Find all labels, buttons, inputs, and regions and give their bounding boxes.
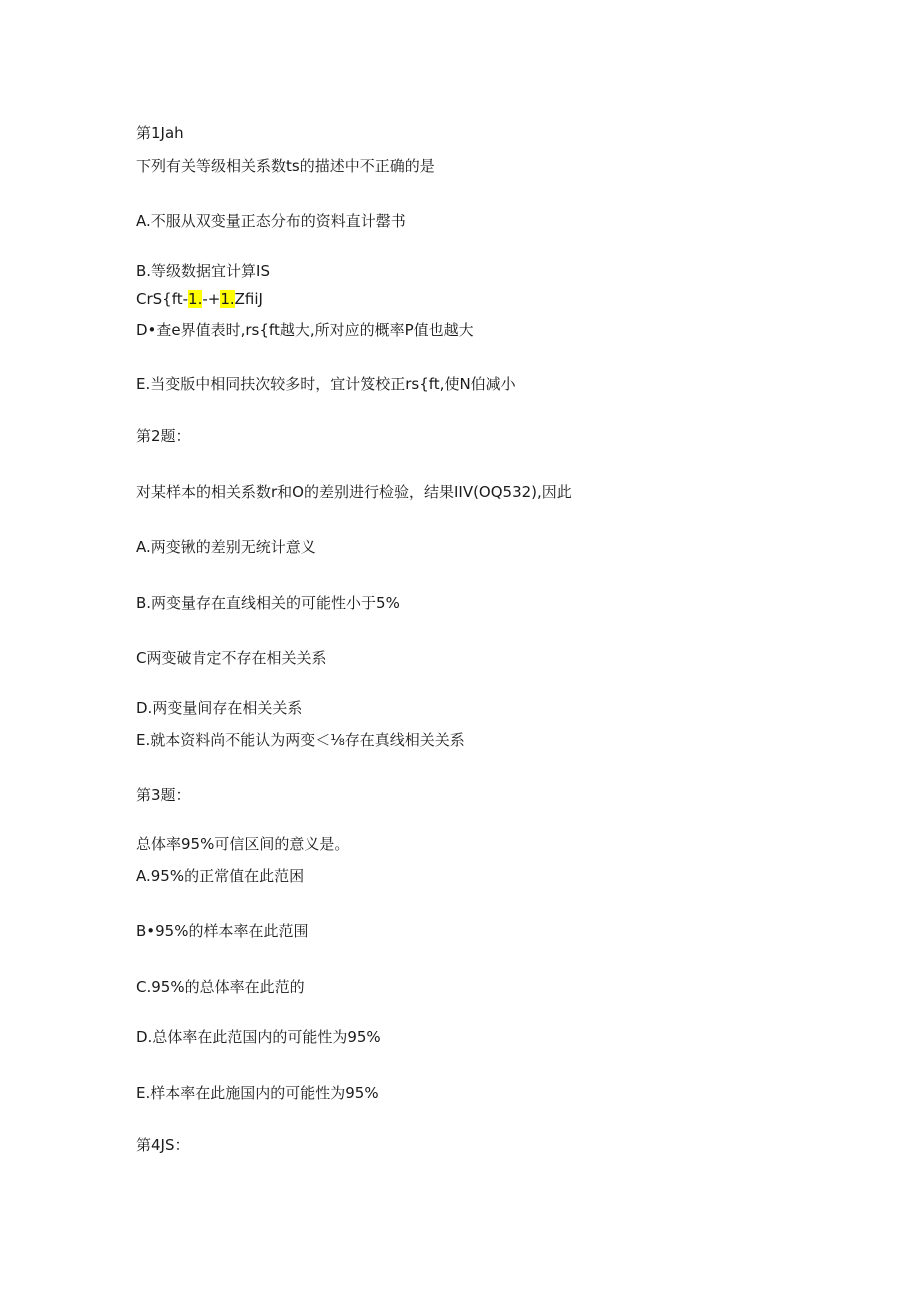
option-c-mid: -+ (202, 290, 221, 308)
question-2-option-d: D.两变量间存在相关关系 (136, 699, 303, 717)
question-3-option-b: B•95%的样本率在此范围 (136, 922, 309, 940)
question-2-stem: 对某样本的相关系数r和O的差别进行检验，结果IIV(OQ532),因此 (136, 483, 572, 501)
question-3-stem: 总体率95%可信区间的意义是。 (136, 835, 350, 853)
question-2-option-b: B.两变量存在直线相关的可能性小于5% (136, 594, 400, 612)
question-3-heading: 第3题： (136, 786, 191, 804)
highlight-1: 1. (188, 290, 203, 308)
highlight-2: 1. (220, 290, 235, 308)
question-2-heading: 第2题： (136, 427, 191, 445)
question-1-option-d: D•查e界值表时,rs{ft越大,所对应的概率P值也越大 (136, 321, 474, 339)
question-1-option-b: B.等级数据宜计算IS (136, 262, 271, 280)
question-4-heading: 第4JS： (136, 1136, 190, 1154)
question-2-option-c: C两变破肯定不存在相关关系 (136, 649, 327, 667)
question-2-option-e: E.就本资料尚不能认为两变＜⅛存在真线相关关系 (136, 731, 465, 749)
question-1-option-e: E.当变版中相同扶次较多时，宜计笈校正rs{ft,使N伯减小 (136, 375, 516, 393)
question-3-option-c: C.95%的总体率在此范的 (136, 978, 305, 996)
question-2-option-a: A.两变锹的差别无统计意义 (136, 538, 316, 556)
question-1-stem: 下列有关等级相关系数ts的描述中不正确的是 (136, 157, 435, 175)
question-3-option-a: A.95%的正常值在此范困 (136, 867, 305, 885)
question-1-heading: 第1Jah (136, 124, 184, 142)
question-1-option-a: A.不服从双变量正态分布的资料直计罄书 (136, 212, 406, 230)
question-1-option-c (136, 289, 263, 309)
option-c-prefix: CrS{ft- (136, 290, 189, 308)
option-c-suffix: ZfiiJ (234, 290, 263, 308)
question-3-option-d: D.总体率在此范国内的可能性为95% (136, 1028, 381, 1046)
question-3-option-e: E.样本率在此施国内的可能性为95% (136, 1084, 379, 1102)
